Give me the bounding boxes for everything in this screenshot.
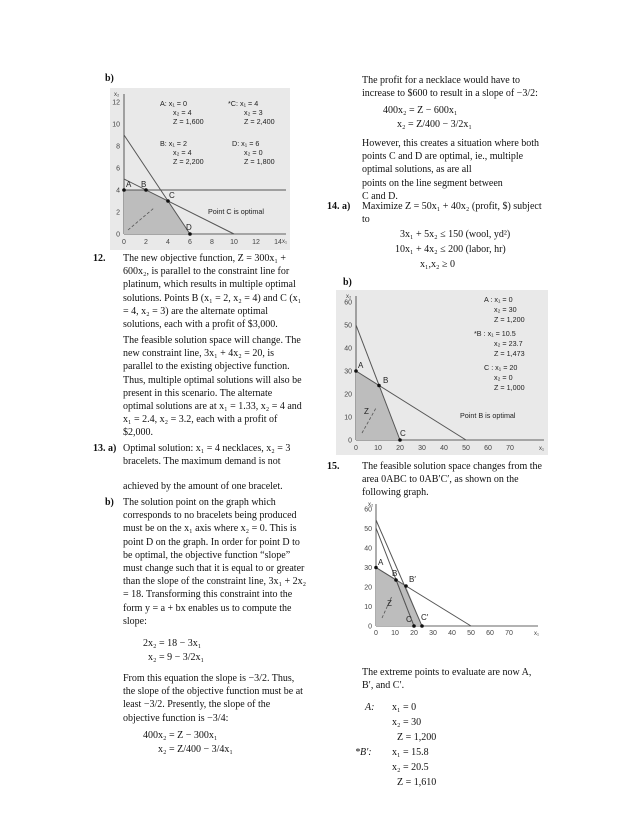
point-Bprime-label-text: *B′: (355, 747, 372, 758)
block-A-2: x₂ = 30 (494, 305, 517, 314)
x-tick: 30 (418, 445, 426, 452)
point-Bprime-label: B′ (409, 575, 416, 584)
x-tick: 2 (144, 239, 148, 246)
constraint-2: 10x₁ + 4x₂ ≤ 200 (labor, hr) (395, 244, 506, 255)
text-line: than the slope of the constraint line, 3x₁ + 2x₂ (123, 576, 307, 588)
point-Cprime-label: C′ (421, 613, 429, 622)
figure-2-graph (336, 290, 548, 455)
optimal-note: Point C is optimal (208, 207, 264, 216)
problem-13b-after (123, 672, 323, 725)
text-line: point D on the graph. In order for point D to (123, 536, 300, 548)
text-line: least −3/2. Presently, the slope of the (123, 699, 271, 711)
x-tick: 14 (274, 239, 282, 246)
text-line: be optimal, the objective function “slope” (123, 549, 291, 561)
y-tick: 0 (116, 231, 120, 239)
text-line: solutions. Points B (x₁ = 2, x₂ = 4) and C (x₁ (123, 292, 302, 304)
y-tick: 60 (344, 299, 352, 307)
y-tick: 50 (344, 322, 352, 330)
equation-2: x₂ = 9 − 3/2x₁ (148, 652, 205, 663)
text-line: Thus, multiple optimal solutions will also be (123, 374, 302, 386)
x-tick: 70 (505, 630, 513, 637)
point-A-label-text: A: (365, 702, 375, 713)
multiple-solution-para (362, 137, 562, 203)
right-equation-1: 400x₂ = Z − 600x₁ (383, 105, 458, 116)
problem-13a-text (123, 442, 323, 468)
text-line: must be on the x₁ axis where x₂ = 0. This is (123, 523, 297, 535)
y-tick: 0 (348, 437, 352, 445)
block-D-3: Z = 1,800 (244, 157, 275, 166)
x-tick: 12 (252, 239, 260, 246)
x-tick: 50 (467, 630, 475, 637)
point-B-label: B (141, 180, 147, 189)
text-line: The feasible solution space changes from the (362, 461, 542, 472)
y-tick: 4 (116, 187, 120, 195)
problem-12-para1 (123, 252, 323, 331)
point-B-label: B (383, 376, 389, 385)
equation-1: 2x₂ = 18 − 3x₁ (143, 638, 202, 649)
y-tick: 30 (364, 565, 372, 572)
figure-3-graph (362, 500, 542, 642)
text-line: to (362, 214, 370, 226)
text-line: x₁ = 2.4, x₂ = 3.2, each with a profit of (123, 414, 278, 426)
text-line: = 4, x₂ = 3) are the alternate optimal (123, 305, 268, 317)
text-line: The solution point on the graph which (123, 497, 276, 508)
problem-12-number: 12. (93, 253, 106, 264)
block-A-1: A : x₁ = 0 (484, 295, 513, 304)
text-line: platinum, which results in multiple optimal (123, 279, 296, 291)
block-C-1: *C: x₁ = 4 (228, 99, 259, 108)
problem-15-number: 15. (327, 461, 340, 472)
text-line: optimal solutions are at x₁ = 1.33, x₂ = 4 and (123, 400, 302, 412)
problem-13b-label: b) (105, 497, 114, 508)
y-axis-label: x₂ (346, 294, 352, 300)
y-tick: 10 (344, 414, 352, 422)
part-b-label: b) (105, 73, 114, 84)
text-line: $2,000. (123, 427, 153, 439)
point-Z-label: Z (364, 407, 369, 416)
block-B-2: x₂ = 23.7 (494, 339, 523, 348)
text-line: B′, and C′. (362, 680, 405, 692)
problem-15-text (362, 460, 562, 500)
point-Z-label: Z (387, 599, 392, 608)
y-tick: 10 (364, 604, 372, 611)
x-tick: 8 (210, 239, 214, 246)
text-line: Z = 1,610 (397, 777, 437, 789)
block-A-2: x₂ = 4 (173, 108, 192, 117)
equation-3: 400x₂ = Z − 300x₁ (143, 730, 218, 741)
x-tick: 10 (230, 239, 238, 246)
text-line: x₂ = 20.5 (392, 762, 429, 774)
y-tick: 30 (344, 368, 352, 376)
x-tick: 40 (440, 445, 448, 452)
x-tick: 10 (374, 445, 382, 452)
text-line: solutions, each with a profit of $3,000. (123, 318, 278, 330)
text-line: x₁ = 0 (392, 702, 417, 713)
y-tick: 20 (364, 584, 372, 592)
problem-12-para2 (123, 334, 323, 440)
text-line: slope: (123, 615, 147, 627)
block-D-1: D: x₁ = 6 (232, 139, 260, 148)
point-C-label: C (406, 615, 412, 624)
text-line: The new objective function, Z = 300x₁ + (123, 253, 287, 264)
text-line: However, this creates a situation where both (362, 138, 540, 149)
point-A-label: A (358, 361, 364, 370)
point-A-values (392, 701, 436, 745)
necklace-intro (362, 74, 562, 100)
text-line: The extreme points to evaluate are now A, (362, 667, 532, 678)
y-axis-label: x₂ (114, 92, 120, 98)
block-C-3: Z = 2,400 (244, 117, 275, 126)
text-line: x₂ = 30 (392, 717, 422, 729)
x-axis-label: x₁ (539, 446, 545, 452)
text-line: must change such that it is equal to or greater (123, 562, 305, 574)
y-tick: 8 (116, 143, 120, 151)
problem-13a-number: 13. a) (93, 443, 117, 454)
point-C-label: C (169, 191, 175, 200)
y-tick: 0 (368, 623, 372, 631)
y-tick: 12 (112, 99, 120, 107)
x-axis-label: x₁ (534, 631, 540, 637)
right-equation-2: x₂ = Z/400 − 3/2x₁ (397, 119, 472, 130)
x-tick: 0 (122, 239, 126, 246)
y-tick: 2 (116, 209, 120, 217)
constraint-1: 3x₁ + 5x₂ ≤ 150 (wool, yd²) (400, 229, 511, 240)
text-line: increase to $600 to result in a slope of −3/2: (362, 88, 538, 100)
block-A-3: Z = 1,600 (173, 117, 204, 126)
text-line: area 0ABC to 0AB′C′, as shown on the (362, 474, 519, 486)
text-line: corresponds to no bracelets being produced (123, 510, 297, 522)
x-tick: 70 (506, 445, 514, 452)
constraint-3: x₁,x₂ ≥ 0 (420, 259, 455, 270)
text-line: Z = 1,200 (397, 732, 437, 744)
block-A-1: A: x₁ = 0 (160, 99, 187, 108)
y-tick: 60 (364, 506, 372, 514)
point-A-label: A (378, 558, 384, 567)
block-B-3: Z = 2,200 (173, 157, 204, 166)
text-line: the slope of the objective function must be at (123, 686, 303, 698)
extreme-points-text (362, 666, 562, 692)
text-line: C and D. (362, 190, 398, 202)
point-A-label: A (126, 180, 132, 189)
text-line: new constraint line, 3x₁ + 4x₂ = 20, is (123, 348, 275, 360)
text-line: optimal solutions, as are all (362, 164, 472, 176)
block-B-1: *B : x₁ = 10.5 (474, 329, 516, 338)
block-C-2: x₂ = 0 (494, 373, 513, 382)
x-tick: 6 (188, 239, 192, 246)
optimal-note: Point B is optimal (460, 411, 516, 420)
problem-13b-text (123, 496, 323, 628)
y-axis-label: x₂ (368, 502, 374, 508)
equation-4: x₂ = Z/400 − 3/4x₁ (158, 744, 233, 755)
y-tick: 50 (364, 526, 372, 533)
problem-14-text (362, 200, 562, 226)
text-line: present in this scenario. The alternate (123, 387, 273, 399)
point-D-label: D (186, 223, 192, 232)
text-line: points on the line segment between (362, 177, 503, 189)
part-14b-label: b) (343, 277, 352, 288)
problem-13a-text-cont: achieved by the amount of one bracelet. (123, 481, 283, 492)
x-tick: 30 (429, 630, 437, 637)
figure-1-graph (110, 88, 290, 250)
x-axis-label: x₁ (282, 239, 288, 245)
x-tick: 40 (448, 630, 456, 637)
text-line: bracelets. The maximum demand is not (123, 456, 281, 468)
block-C-2: x₂ = 3 (244, 108, 263, 117)
text-line: objective function is −3/4: (123, 712, 229, 724)
block-C-1: C : x₁ = 20 (484, 363, 518, 372)
text-line: following graph. (362, 487, 429, 499)
block-A-3: Z = 1,200 (494, 315, 525, 324)
x-tick: 60 (486, 630, 494, 637)
y-tick: 6 (116, 165, 120, 173)
x-tick: 60 (484, 445, 492, 452)
text-line: The feasible solution space will change. The (123, 335, 301, 346)
x-tick: 50 (462, 445, 470, 452)
block-D-2: x₂ = 0 (244, 148, 263, 157)
point-C-label: C (400, 429, 406, 438)
x-tick: 10 (391, 630, 399, 637)
x-tick: 0 (354, 445, 358, 452)
text-line: 600x₂, is parallel to the constraint line for (123, 266, 290, 278)
block-C-3: Z = 1,000 (494, 383, 525, 392)
y-tick: 40 (364, 545, 372, 553)
text-line: From this equation the slope is −3/2. Thus, (123, 673, 295, 684)
point-B-label: B (392, 569, 398, 578)
y-tick: 40 (344, 345, 352, 353)
text-line: Optimal solution: x₁ = 4 necklaces, x₂ = 3 (123, 443, 291, 454)
point-Bprime-values (392, 746, 436, 790)
x-tick: 20 (396, 445, 404, 452)
text-line: x₁ = 15.8 (392, 747, 429, 758)
x-tick: 4 (166, 239, 170, 246)
text-line: Maximize Z = 50x₁ + 40x₂ (profit, $) subject (362, 201, 542, 212)
text-line: = 18. Transforming this constraint into the (123, 589, 293, 601)
text-line: form y = a + bx enables us to compute the (123, 602, 292, 614)
y-tick: 20 (344, 391, 352, 399)
problem-14-number: 14. a) (327, 201, 351, 212)
text-line: The profit for a necklace would have to (362, 75, 520, 86)
y-tick: 10 (112, 121, 120, 129)
x-tick: 0 (374, 630, 378, 637)
block-B-3: Z = 1,473 (494, 349, 525, 358)
block-B-1: B: x₁ = 2 (160, 139, 187, 148)
text-line: points C and D are optimal, ie., multiple (362, 151, 524, 163)
x-tick: 20 (410, 630, 418, 637)
block-B-2: x₂ = 4 (173, 148, 192, 157)
text-line: parallel to the existing objective function. (123, 361, 290, 373)
